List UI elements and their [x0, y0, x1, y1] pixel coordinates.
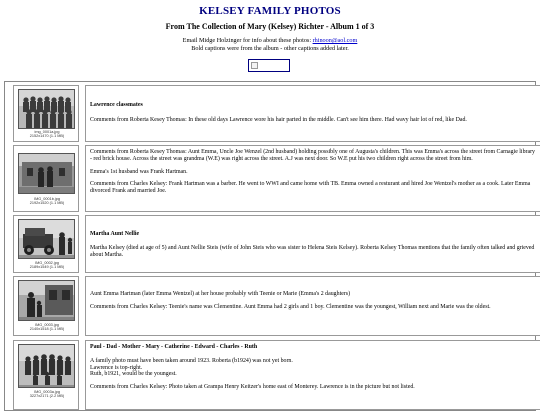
- photo-row: [9, 340, 538, 410]
- car-photo-image: [19, 220, 75, 259]
- comment-paragraph: A family photo must have been taken around 1923. Roberta (b1924) was not yet born. Lawrence is top-right. Ruth, b1921, would be the youngest.: [90, 357, 293, 378]
- caption-cell: [85, 276, 540, 336]
- porch-photo-image: [19, 281, 75, 321]
- thumbnail-cell: [13, 276, 79, 336]
- album-caption: Lawrence classmates: [90, 102, 143, 108]
- banner-image[interactable]: [248, 59, 290, 72]
- thumbnail-filename: img_0001a.jpg 2152x1470 (1.1 MB): [29, 130, 65, 139]
- thumbnail-cell: [13, 340, 79, 410]
- email-prefix: Email Midge Holzinger for info about these photos:: [182, 37, 313, 44]
- caption-cell: [85, 85, 540, 142]
- thumbnail-filename: IMG_0003.jpg 2140x1518 (1.1 MB): [29, 323, 65, 332]
- thumbnail-cell: [13, 85, 79, 142]
- album-subtitle: From The Collection of Mary (Kelsey) Richter - Album 1 of 3: [165, 22, 375, 31]
- photo-row: [9, 215, 538, 273]
- caption-cell: [85, 215, 540, 273]
- photo-thumbnail[interactable]: [18, 219, 75, 259]
- album-caption: Paul - Dad - Mother - Mary - Catherine - Edward - Charles - Ruth: [90, 344, 258, 350]
- comment-paragraph: Aunt Emma Hartman (later Emma Wentzel) at her house probably with Teenie or Marie (Emma's 2 daughters): [90, 291, 351, 297]
- photo-table: [4, 81, 536, 411]
- comment-paragraph: Comments from Charles Kelsey: Frank Hartman was a barber. He went to WWI and came home with TB. Emma owned a resturant and hired Joe Wentzel's mother as a cook. Later Emma divorced Frank and married Joe.: [90, 181, 531, 195]
- page-title: KELSEY FAMILY PHOTOS: [199, 5, 341, 17]
- photo-row: [9, 276, 538, 336]
- photo-thumbnail[interactable]: [18, 89, 75, 129]
- thumbnail-filename: IMG_0001b.jpg 2192x1520 (1.1 MB): [29, 197, 65, 206]
- comment-paragraph: Comments from Charles Kelsey: Teenie's name was Clementine. Aunt Emma had 2 girls and 1 boy. Clementine was the youngest, William next and Marie was the oldest.: [90, 303, 491, 310]
- group-photo-image: [19, 90, 75, 129]
- info-block: [0, 37, 540, 52]
- photo-thumbnail[interactable]: [18, 280, 75, 321]
- caption-cell: [85, 145, 540, 212]
- caption-note: Bold captions were from the album - other captions added later.: [191, 44, 349, 52]
- photo-row: [9, 85, 538, 142]
- family-photo-image: [19, 345, 75, 388]
- comment-paragraph: Comments from Roberta Kesey Thomas: In these old days Lawrence wore his hair parted in the middle. Can't see him there. Had wavy hair lot of red, like Dad.: [90, 116, 467, 123]
- photo-thumbnail[interactable]: [18, 153, 75, 194]
- email-link[interactable]: rhinoon@aol.com: [312, 37, 358, 44]
- photo-thumbnail[interactable]: [18, 344, 75, 388]
- email-line: [0, 37, 540, 45]
- broken-image-icon: [251, 62, 258, 69]
- thumbnail-cell: [13, 145, 79, 212]
- comment-paragraph: Martha Kelsey (died at age of 5) and Aunt Nellie Steis (wife of John Steis who was sister to Helena Steis Kelsey). Roberta Kelsey Thomas mentions that the family often talked and grieved about Martha.: [90, 244, 535, 258]
- photo-row: [9, 145, 538, 212]
- thumbnail-filename: IMG_0003a.jpg 3227x2171 (2.2 MB): [29, 390, 65, 399]
- thumbnail-filename: IMG_0002.jpg 2189x1549 (1.1 MB): [29, 261, 65, 270]
- comment-paragraph: Comments from Charles Kelsey: Photo taken at Grampa Henry Keitzer's home east of Monterey. Lawrence is in the picture but not listed.: [90, 384, 415, 391]
- comment-paragraph: Comments from Roberta Kesey Thomas: Aunt Emma, Uncle Joe Wenzel (2nd husband) holding possibly one of Augusta's children. This was Emma's across the street from Carnagie library - red brick house. Across the street was grandma (W.E) was right across the street. A.J was next door. So W.E put his two children right across the street from him.: [90, 149, 535, 162]
- album-caption: Martha Aunt Nellie: [90, 231, 140, 237]
- house-photo-image: [19, 154, 75, 194]
- thumbnail-cell: [13, 215, 79, 273]
- comment-paragraph: Emma's 1st husband was Frank Hartman.: [90, 168, 188, 175]
- caption-cell: [85, 340, 540, 410]
